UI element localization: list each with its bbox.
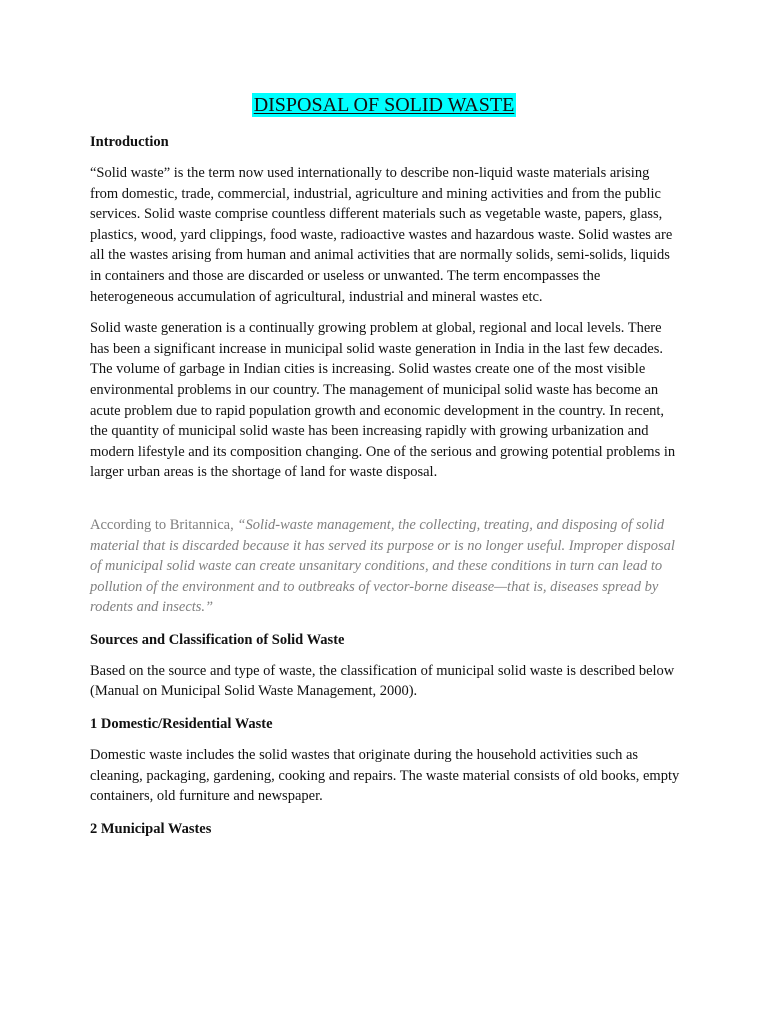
introduction-paragraph-1: “Solid waste” is the term now used internationally to describe non-liquid waste materials arising from domestic, trade, commercial, industrial, agriculture and mining activities and from the public services. Solid waste comprise countless different materials such as vegetable waste, papers, glass, plastics, wood, yard clippings, food waste, radioactive wastes and hazardous waste. Solid wastes are all the wastes arising from human and animal activities that are normally solids, semi-solids, liquids in containers and those are discarded or useless or unwanted. The term encompasses the heterogeneous accumulation of agricultural, industrial and mineral wastes etc. xyxy=(90,165,673,305)
quote-text: “Solid-waste management, the collecting, treating, and disposing of solid material that is discarded because it has served its purpose or is no longer useful. Improper disposal of municipal solid waste can create unsanitary conditions, and these conditions in turn can lead to pollution of the environment and to outbreaks of vector-borne disease—that is, diseases spread by rodents and insects.” xyxy=(90,516,675,616)
quote-lead: According to Britannica, xyxy=(90,516,238,533)
sources-paragraph: Based on the source and type of waste, the classification of municipal solid waste is described below (Manual on Municipal Solid Waste Management, 2000). xyxy=(90,662,675,700)
document-body xyxy=(90,132,680,839)
introduction-heading: Introduction xyxy=(90,134,169,150)
document-title: DISPOSAL OF SOLID WASTE xyxy=(253,94,515,116)
title-container xyxy=(0,93,768,117)
municipal-wastes-heading: 2 Municipal Wastes xyxy=(90,820,212,837)
introduction-paragraph-2: Solid waste generation is a continually growing problem at global, regional and local levels. There has been a significant increase in municipal solid waste generation in India in the last few decades. The volume of garbage in Indian cities is increasing. Solid wastes create one of the most visible environmental problems in our country. The management of municipal solid waste has become an acute problem due to rapid population growth and economic development in the country. In recent, the quantity of municipal solid waste has been increasing rapidly with growing urbanization and modern lifestyle and its composition changing. One of the serious and growing potential problems in larger urban areas is the shortage of land for waste disposal. xyxy=(90,320,676,481)
sources-heading: Sources and Classification of Solid Waste xyxy=(90,631,345,648)
domestic-waste-heading: 1 Domestic/Residential Waste xyxy=(90,716,273,733)
britannica-quote xyxy=(90,515,680,618)
domestic-waste-paragraph: Domestic waste includes the solid wastes that originate during the household activities such as cleaning, packaging, gardening, cooking and repairs. The waste material consists of old books, empty containers, old furniture and newspaper. xyxy=(90,747,680,805)
